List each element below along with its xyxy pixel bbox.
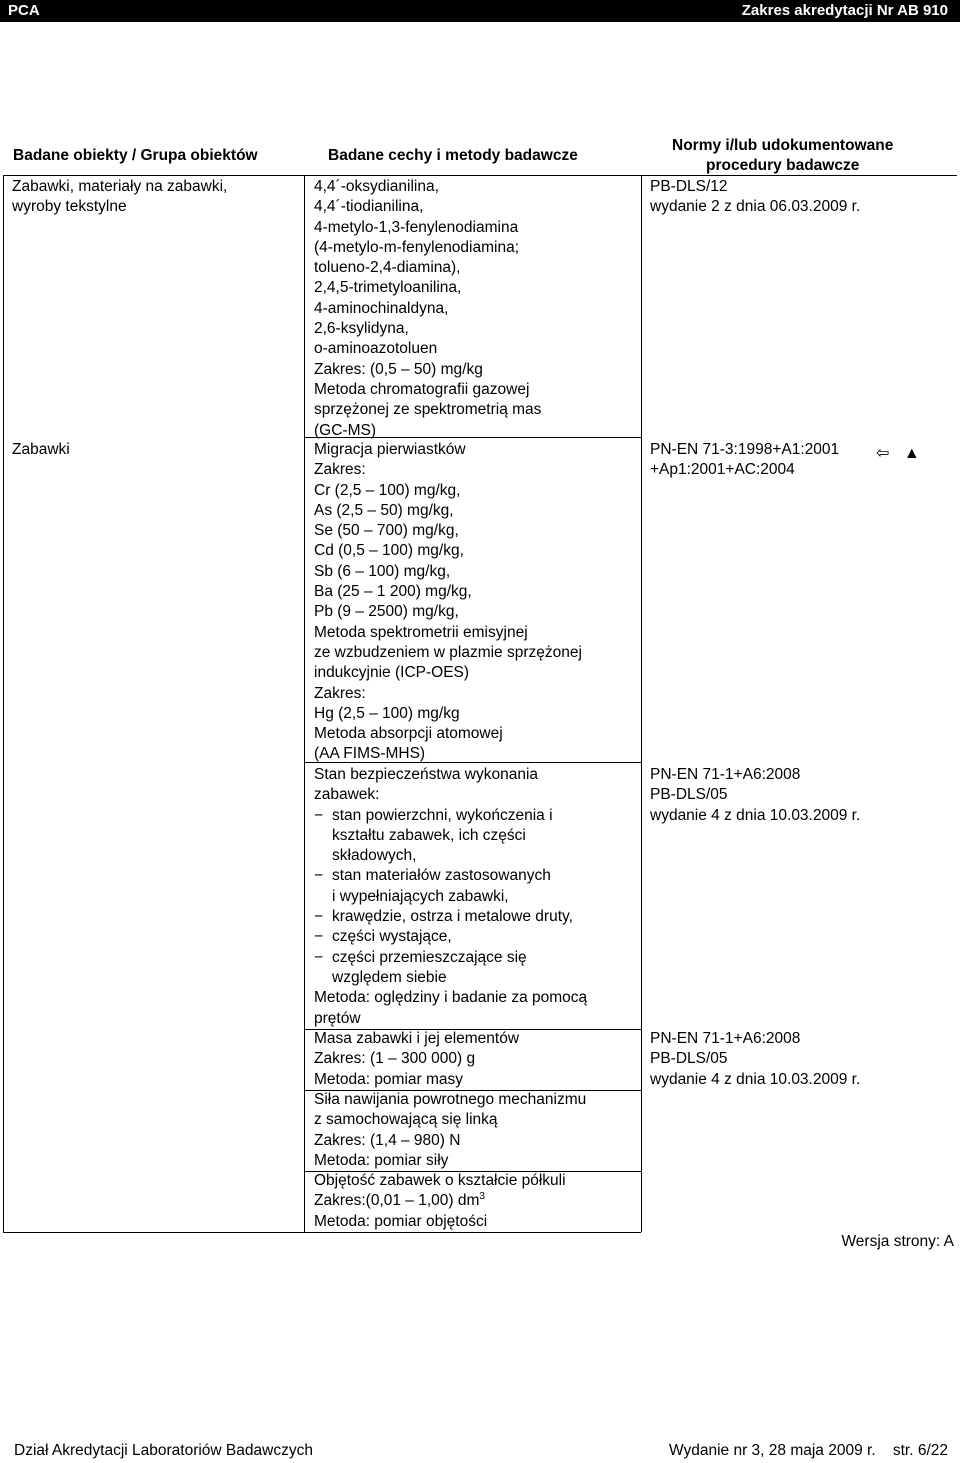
row3-features: Stan bezpieczeństwa wykonania zabawek: − stan powierzchni, wykończenia i kształtu zabawek, ich części składowych, − stan materiałów zastosowanych i wypełniających zabawki, − krawędzie, ostrza i metalowe druty, − części wystające, − części przemieszczające się względem siebie Metoda: oględziny i badanie za pomocą prętów: [314, 765, 587, 1029]
row5-features: Siła nawijania powrotnego mechanizmu z samochowającą się linką Zakres: (1,4 – 980) N Metoda: pomiar siły: [314, 1091, 587, 1169]
header-title: Zakres akredytacji Nr AB 910: [741, 2, 948, 19]
triangle-up-icon: ▲: [903, 445, 920, 462]
header-org: PCA: [8, 2, 40, 19]
footer-department: Dział Akredytacji Laboratoriów Badawczych: [14, 1442, 313, 1459]
column-header-norms-2: procedury badawcze: [706, 157, 860, 174]
row4-norms: PN-EN 71-1+A6:2008 PB-DLS/05 wydanie 4 z dnia 10.03.2009 r.: [650, 1030, 861, 1088]
column-header-norms-1: Normy i/lub udokumentowane: [672, 137, 894, 154]
left-arrow-icon: ⇦: [876, 445, 890, 462]
footer-edition: Wydanie nr 3, 28 maja 2009 r. str. 6/22: [668, 1442, 948, 1459]
row1-norms: PB-DLS/12 wydanie 2 z dnia 06.03.2009 r.: [650, 178, 861, 216]
row1-object: Zabawki, materiały na zabawki, wyroby tekstylne: [12, 178, 228, 216]
header-bottom-rule: [3, 175, 957, 176]
list-item: − części przemieszczające się: [314, 948, 587, 968]
row2-features: Migracja pierwiastków Zakres: Cr (2,5 – 100) mg/kg, As (2,5 – 50) mg/kg, Se (50 – 700) mg/kg, Cd (0,5 – 100) mg/kg, Sb (6 – 100) mg/kg, Ba (25 – 1 200) mg/kg, Pb (9 – 2500) mg/kg, Metoda spektrometrii emisyjnej ze wzbudzeniem w plazmie sprzężonej indukcyjnie (ICP-OES) Zakres: Hg (2,5 – 100) mg/kg Metoda absorpcji atomowej (AA FIMS-MHS): [314, 441, 582, 763]
column-border-left: [3, 175, 4, 1232]
column-border-1: [304, 175, 305, 1232]
page-header-bar: [0, 0, 960, 22]
column-border-2: [641, 175, 642, 1232]
row3-norms: PN-EN 71-1+A6:2008 PB-DLS/05 wydanie 4 z dnia 10.03.2009 r.: [650, 766, 861, 824]
row6-features: Objętość zabawek o kształcie półkuli Zakres:(0,01 – 1,00) $dm^3$ Metoda: pomiar objętości: [314, 1172, 566, 1230]
list-item: − krawędzie, ostrza i metalowe druty,: [314, 907, 587, 927]
row4-features: Masa zabawki i jej elementów Zakres: (1 – 300 000) g Metoda: pomiar masy: [314, 1030, 520, 1088]
row1-features: 4,4´-oksydianilina, 4,4´-tiodianilina, 4-metylo-1,3-fenylenodiamina (4-metylo-m-fenylenodiamina; tolueno-2,4-diamina), 2,4,5-trimetyloanilina, 4-aminochinaldyna, 2,6-ksylidyna, o-aminoazotoluen Zakres: (0,5 – 50) mg/kg Metoda chromatografii gazowej sprzężonej ze spektrometrią mas (GC-MS): [314, 178, 542, 439]
list-item: − stan powierzchni, wykończenia i: [314, 806, 587, 826]
column-header-objects: Badane obiekty / Grupa obiektów: [13, 147, 258, 164]
page-version: Wersja strony: A: [841, 1233, 954, 1250]
list-item: − części wystające,: [314, 927, 587, 947]
list-item: − stan materiałów zastosowanych: [314, 866, 587, 886]
table-bottom-rule: [3, 1232, 641, 1233]
column-header-features: Badane cechy i metody badawcze: [328, 147, 578, 164]
change-marker: [876, 443, 920, 463]
row2-norms: PN-EN 71-3:1998+A1:2001 +Ap1:2001+AC:2004: [650, 441, 840, 479]
superscript: 3: [479, 1191, 485, 1203]
row2-object: Zabawki: [12, 441, 70, 458]
